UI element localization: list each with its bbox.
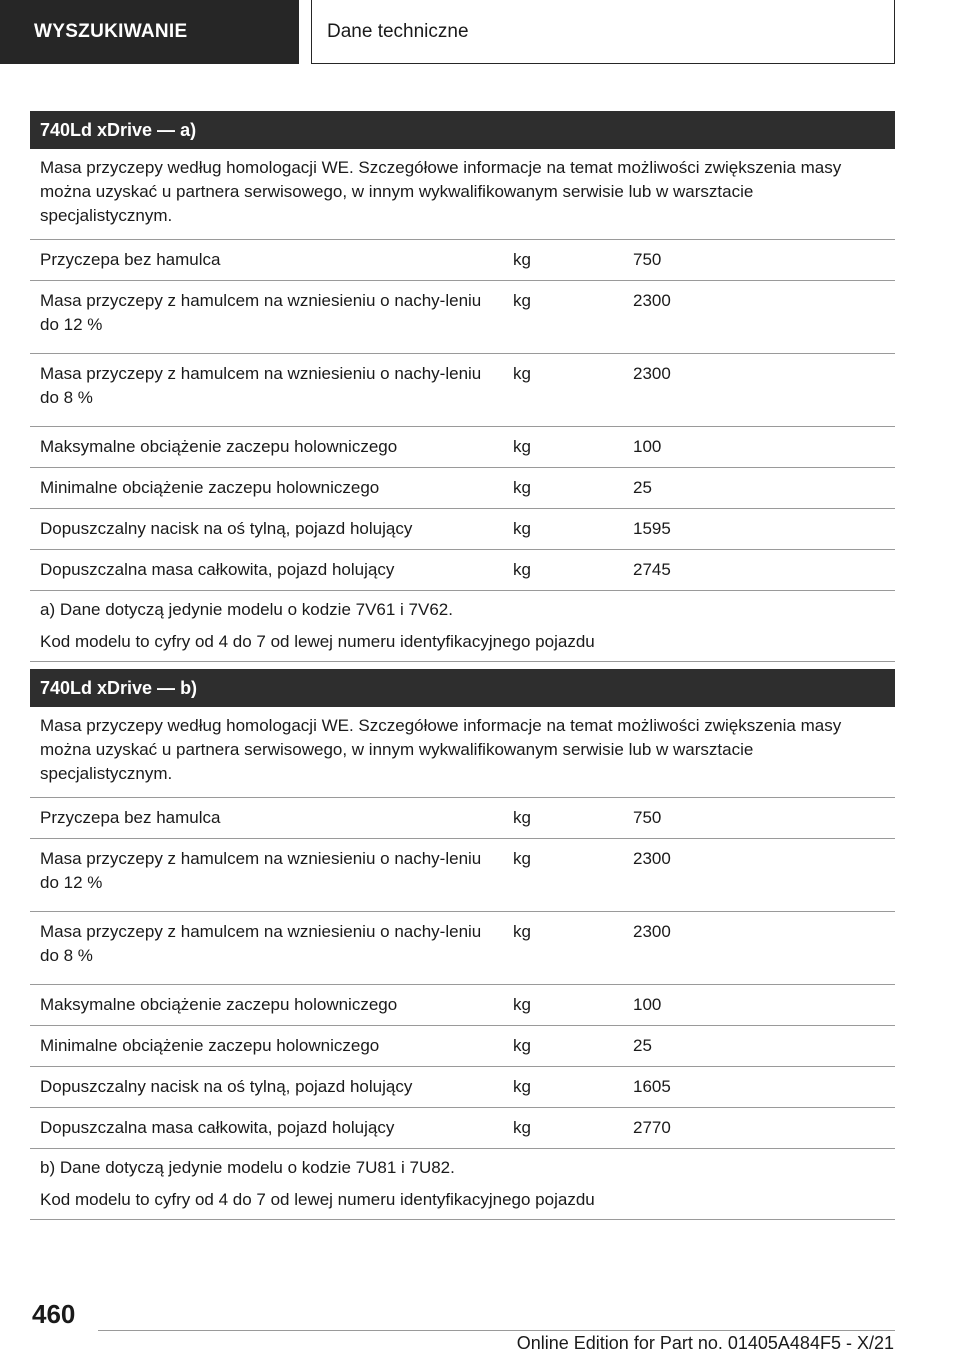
row-value: 2300	[633, 291, 671, 310]
table-row	[30, 985, 895, 1026]
table-row	[30, 550, 895, 591]
row-value: 750	[633, 250, 662, 269]
row-unit: kg	[513, 922, 531, 941]
edition-text: Online Edition for Part no. 01405A484F5 - X/21	[516, 1333, 894, 1353]
row-value: 2300	[633, 849, 671, 868]
row-value: 25	[633, 1036, 652, 1055]
search-tab[interactable]: WYSZUKIWANIE	[0, 0, 299, 64]
model-code-note: Kod modelu to cyfry od 4 do 7 od lewej numeru identyfikacyjnego pojazdu	[40, 632, 595, 651]
row-label: Minimalne obciążenie zaczepu holowniczego	[40, 1036, 380, 1055]
row-value: 2300	[633, 922, 671, 941]
model-code-note: Kod modelu to cyfry od 4 do 7 od lewej numeru identyfikacyjnego pojazdu	[40, 1190, 595, 1209]
row-unit: kg	[513, 250, 531, 269]
row-value: 100	[633, 995, 662, 1014]
table-row	[30, 354, 895, 427]
footer-divider	[98, 1330, 895, 1331]
table-row	[30, 1067, 895, 1108]
row-value: 100	[633, 437, 662, 456]
table-row	[30, 509, 895, 550]
table-row	[30, 427, 895, 468]
row-label: Masa przyczepy z hamulcem na wzniesieniu o nachy-leniu do 12 %	[40, 849, 482, 892]
row-label: Masa przyczepy z hamulcem na wzniesieniu o nachy-leniu do 12 %	[40, 291, 482, 334]
footnote-text: a) Dane dotyczą jedynie modelu o kodzie 7V61 i 7V62.	[40, 600, 453, 619]
table-description: Masa przyczepy według homologacji WE. Szczegółowe informacje na temat możliwości zwiększenia masy można uzyskać u partnera serwisowego, w innym wykwalifikowanym serwisie lub w warsztacie specjalistycznym.	[30, 149, 895, 240]
page-number: 460	[32, 1299, 76, 1329]
row-value: 2770	[633, 1118, 671, 1137]
row-unit: kg	[513, 849, 531, 868]
row-unit: kg	[513, 519, 531, 538]
row-unit: kg	[513, 995, 531, 1014]
row-label: Maksymalne obciążenie zaczepu holowniczego	[40, 995, 398, 1014]
row-label: Przyczepa bez hamulca	[40, 250, 221, 269]
spec-table-b	[30, 669, 895, 1220]
table-row	[30, 1026, 895, 1067]
row-label: Masa przyczepy z hamulcem na wzniesieniu o nachy-leniu do 8 %	[40, 364, 482, 407]
row-value: 1595	[633, 519, 671, 538]
row-label: Przyczepa bez hamulca	[40, 808, 221, 827]
row-label: Dopuszczalna masa całkowita, pojazd holujący	[40, 1118, 395, 1137]
row-unit: kg	[513, 364, 531, 383]
table-row	[30, 839, 895, 912]
row-value: 2300	[633, 364, 671, 383]
row-unit: kg	[513, 478, 531, 497]
row-unit: kg	[513, 1077, 531, 1096]
table-row	[30, 281, 895, 354]
row-unit: kg	[513, 437, 531, 456]
table-row	[30, 798, 895, 839]
table-row	[30, 1108, 895, 1149]
row-label: Dopuszczalna masa całkowita, pojazd holujący	[40, 560, 395, 579]
table-row	[30, 468, 895, 509]
row-label: Minimalne obciążenie zaczepu holowniczego	[40, 478, 380, 497]
row-unit: kg	[513, 560, 531, 579]
table-footnote	[30, 591, 895, 662]
table-title: 740Ld xDrive — a)	[30, 111, 895, 149]
table-footnote	[30, 1149, 895, 1220]
row-label: Dopuszczalny nacisk na oś tylną, pojazd holujący	[40, 1077, 413, 1096]
row-label: Masa przyczepy z hamulcem na wzniesieniu o nachy-leniu do 8 %	[40, 922, 482, 965]
row-label: Dopuszczalny nacisk na oś tylną, pojazd holujący	[40, 519, 413, 538]
row-value: 25	[633, 478, 652, 497]
table-row	[30, 912, 895, 985]
row-label: Maksymalne obciążenie zaczepu holowniczego	[40, 437, 398, 456]
table-title: 740Ld xDrive — b)	[30, 669, 895, 707]
spec-table-a	[30, 111, 895, 662]
row-unit: kg	[513, 291, 531, 310]
row-value: 1605	[633, 1077, 671, 1096]
footnote-text: b) Dane dotyczą jedynie modelu o kodzie 7U81 i 7U82.	[40, 1158, 455, 1177]
row-value: 750	[633, 808, 662, 827]
row-unit: kg	[513, 1118, 531, 1137]
table-row	[30, 240, 895, 281]
row-unit: kg	[513, 808, 531, 827]
table-description: Masa przyczepy według homologacji WE. Szczegółowe informacje na temat możliwości zwiększenia masy można uzyskać u partnera serwisowego, w innym wykwalifikowanym serwisie lub w warsztacie specjalistycznym.	[30, 707, 895, 798]
section-title: Dane techniczne	[311, 0, 895, 64]
row-unit: kg	[513, 1036, 531, 1055]
row-value: 2745	[633, 560, 671, 579]
